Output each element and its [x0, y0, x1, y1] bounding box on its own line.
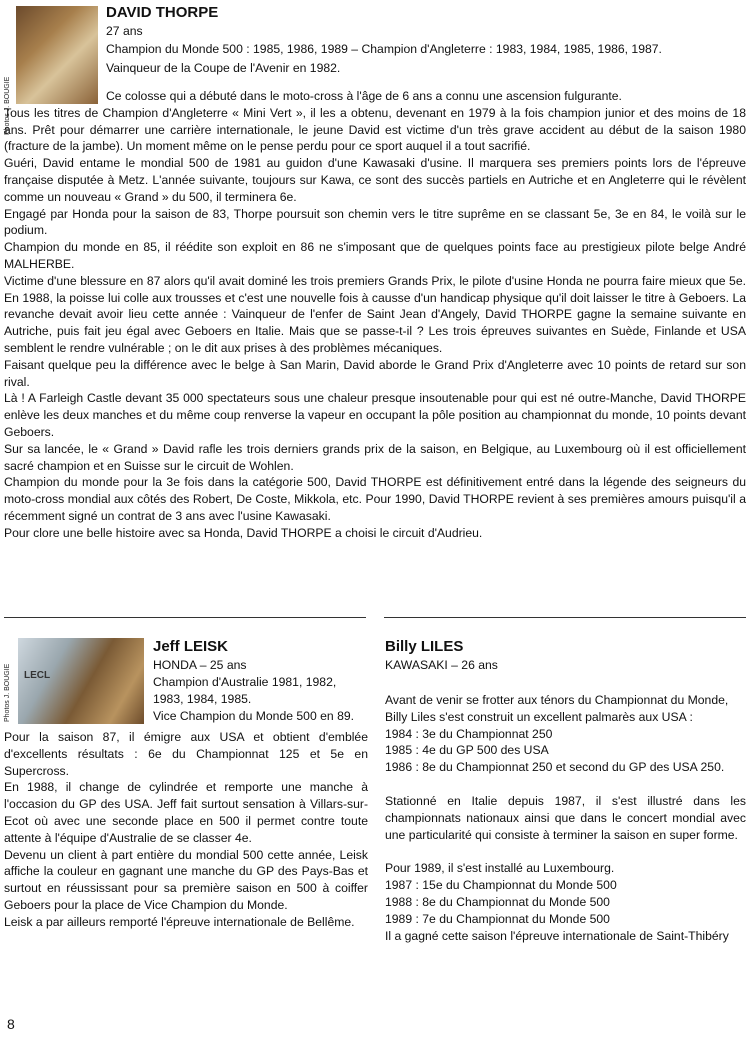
leisk-body	[4, 729, 368, 931]
liles-italy: Stationné en Italie depuis 1987, il s'est illustré dans les championnats nationaux ainsi que dans le concert mondial avec une particularité qui consiste à terminer la saison en super forme.	[385, 793, 746, 842]
divider-right	[384, 617, 746, 618]
leisk-name: Jeff LEISK	[153, 638, 229, 655]
liles-world-result: 1989 : 7e du Championnat du Monde 500	[385, 911, 610, 926]
thorpe-paragraph: Ce colosse qui a débuté dans le moto-cross à l'âge de 6 ans a connu une ascension fulgurante.	[106, 89, 622, 103]
liles-body	[385, 692, 746, 944]
leisk-paragraph: Devenu un client à part entière du mondial 500 cette année, Leisk affiche la couleur en gagnant une manche du GP des Pays-Bas et surtout en réussissant pour sa première saison en 500 à coiffer Geboers pour la place de Vice Champion du Monde.	[4, 847, 368, 912]
thorpe-paragraph: Guéri, David entame le mondial 500 de 1981 au guidon d'une Kawasaki d'usine. Il marquera ses premiers points lors de l'épreuve française disputée à Metz. L'année suivante, toujours sur Kawa, ce sont des succès partiels en Autriche et en Angleterre qui le révèlent comme un nouveau « Grand » du 500, il terminera 6e.	[4, 156, 746, 204]
leisk-paragraph: En 1988, il change de cylindrée et remporte une manche à l'occasion du GP des USA. Jeff fait surtout sensation à Villars-sur-Ecot où avec une seconde place en 500 il permet contre toute attente à l'équipe d'Australie de se classer 4e.	[4, 780, 368, 845]
page-number: 8	[7, 1016, 15, 1032]
thorpe-paragraph: Victime d'une blessure en 87 alors qu'il avait dominé les trois premiers Grands Prix, le pilote d'usine Honda ne pourra faire mieux que 5e. En 1988, la poisse lui colle aux trousses et c'est une nouvelle fois à causse d'un handicap physique qu'il doit laisser le titre à Geboers. La revanche devait avoir lieu cette année : Vainqueur de l'enfer de Saint Jean d'Angely, David THORPE gagne la semaine suivante en Autriche, puis fait jeu égal avec Geboers en Italie. Mais que se passe-t-il ? Les trois épreuves suivantes en Suède, Finlande et USA semblent le rendre vulnérable ; on le dit aux prises à des problèmes mécaniques.	[4, 273, 746, 355]
photo-credit: Photos J. BOUGIE	[4, 663, 11, 722]
thorpe-body	[4, 88, 746, 542]
photo-credit: Photos J. BOUGIE	[4, 76, 11, 135]
jeff-leisk-photo	[18, 638, 144, 724]
leisk-vice: Vice Champion du Monde 500 en 89.	[153, 709, 355, 723]
liles-usa-result: 1986 : 8e du Championnat 250 et second du GP des USA 250.	[385, 760, 725, 775]
liles-last: Il a gagné cette saison l'épreuve internationale de Saint-Thibéry	[385, 928, 729, 943]
thorpe-paragraph: Pour clore une belle histoire avec sa Honda, David THORPE a choisi le circuit d'Audrieu.	[4, 525, 483, 540]
thorpe-titles: Champion du Monde 500 : 1985, 1986, 1989 – Champion d'Angleterre : 1983, 1984, 1985, 1986, 1987.	[106, 42, 662, 56]
liles-team-age: KAWASAKI – 26 ans	[385, 658, 498, 672]
thorpe-paragraph: Tous les titres de Champion d'Angleterre « Mini Vert », il les a obtenu, devenant en 1979 à la fois champion junior et des moins de 18 ans. Prêt pour démarrer une carrière internationale, le jeune David est victime d'un très grave accident au début de la saison 1980 (fracture de la jambe). Un moment même on le pense perdu pour ce sport auquel il a tout sacrifié.	[4, 105, 746, 154]
thorpe-age: 27 ans	[106, 24, 143, 38]
liles-intro: Avant de venir se frotter aux ténors du Championnat du Monde, Billy Liles s'est construit un excellent palmarès aux USA :	[385, 693, 729, 724]
thorpe-paragraph: Sur sa lancée, le « Grand » David rafle les trois derniers grands prix de la saison, en Belgique, au Luxembourg où il est officiellement sacré champion et en Suisse sur le circuit de Wohlen.	[4, 441, 746, 473]
thorpe-paragraph: Champion du monde pour la 3e fois dans la catégorie 500, David THORPE est définitivement entré dans la légende des seigneurs du moto-cross mondial aux côtés des Robert, De Coste, Mikkola, etc. Pour 1990, David THORPE revient à ses premières amours puisqu'il a récemment signé un contrat de 3 ans avec l'usine Kawasaki.	[4, 475, 746, 523]
liles-lux: Pour 1989, il s'est installé au Luxembourg.	[385, 861, 615, 876]
thorpe-paragraph: Engagé par Honda pour la saison de 83, Thorpe poursuit son chemin vers le titre suprême en se classant 5e, 3e en 84, le voilà sur le podium.	[4, 206, 746, 238]
divider-left	[4, 617, 366, 618]
thorpe-paragraph: Faisant quelque peu la différence avec le belge à San Marin, David aborde le Grand Prix d'Angleterre avec 10 points de retard sur son rival.	[4, 357, 746, 389]
liles-world-result: 1987 : 15e du Championnat du Monde 500	[385, 878, 617, 893]
thorpe-name: DAVID THORPE	[106, 4, 219, 21]
thorpe-paragraph: Champion du monde en 85, il réédite son exploit en 86 ne s'imposant que de quelques points face au prestigieux pilote belge André MALHERBE.	[4, 240, 746, 271]
liles-world-result: 1988 : 8e du Championnat du Monde 500	[385, 894, 610, 909]
liles-name: Billy LILES	[385, 638, 464, 655]
leisk-titles: Champion d'Australie 1981, 1982, 1983, 1984, 1985.	[153, 675, 337, 706]
liles-usa-result: 1985 : 4e du GP 500 des USA	[385, 743, 549, 758]
leisk-paragraph: Pour la saison 87, il émigre aux USA et obtient d'emblée d'excellents résultats : 6e du Championnat 125 et 5e en Supercross.	[4, 730, 368, 778]
thorpe-paragraph: Là ! A Farleigh Castle devant 35 000 spectateurs sous une chaleur presque insoutenable pour qui est né outre-Manche, David THORPE enlève les deux manches et du même coup renverse la vapeur en occupant la pôle position au championnat du monde, 10 points devant Geboers.	[4, 391, 746, 439]
leisk-team-age: HONDA – 25 ans	[153, 658, 247, 672]
thorpe-cup: Vainqueur de la Coupe de l'Avenir en 1982.	[106, 61, 341, 75]
leisk-paragraph: Leisk a par ailleurs remporté l'épreuve internationale de Bellême.	[4, 914, 355, 929]
photo-banner-text: LECL	[24, 670, 51, 681]
liles-usa-result: 1984 : 3e du Championnat 250	[385, 726, 553, 741]
